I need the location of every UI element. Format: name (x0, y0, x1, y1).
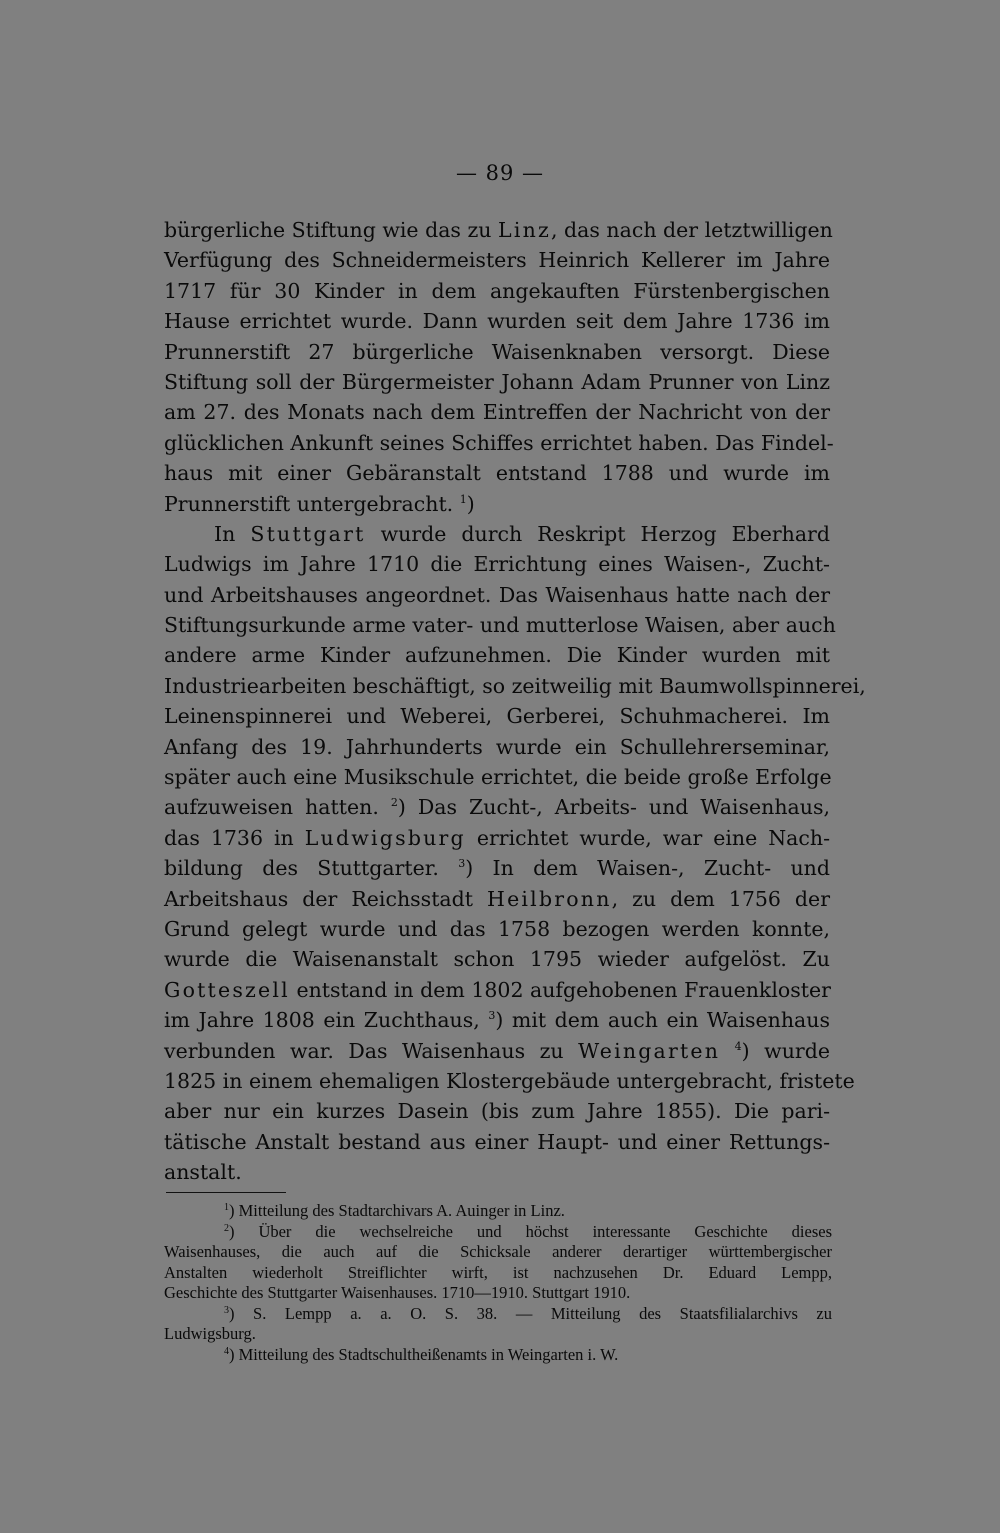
text-line: am 27. des Monats nach dem Eintreffen der Nachricht von der (164, 400, 830, 425)
footnote-ref: 3 (488, 1009, 496, 1023)
body-text (164, 215, 866, 1188)
text-line: glücklichen Ankunft seines Schiffes errichtet haben. Das Findel- (164, 430, 834, 455)
footnote-continuation: Ludwigsburg. (164, 1324, 256, 1343)
footnote: $^3$) S. Lempp a. a. O. S. 38. — Mitteilung des Staatsfilialarchivs zu (224, 1303, 832, 1323)
text-line: später auch eine Musikschule errichtet, die beide große Erfolge (164, 765, 832, 790)
footnote-ref: 4 (734, 1039, 742, 1053)
footnote-continuation: Geschichte des Stuttgarter Waisenhauses. 1710—1910. Stuttgart 1910. (164, 1283, 631, 1302)
text-line: Prunnerstift untergebracht. $^1$) (164, 491, 475, 516)
text-line: Industriearbeiten beschäftigt, so zeitweilig mit Baumwollspinnerei, (164, 673, 866, 698)
footnotes (164, 1201, 832, 1365)
text-line: Stiftung soll der Bürgermeister Johann Adam Prunner von Linz (164, 369, 830, 394)
text-line: Gotteszell entstand in dem 1802 aufgehobenen Frauenkloster (164, 977, 831, 1002)
footnote-continuation: Anstalten wiederholt Streiflichter wirft, ist nachzusehen Dr. Eduard Lempp, (164, 1262, 832, 1282)
footnote-ref: 2 (390, 796, 398, 810)
text-line: und Arbeitshauses angeordnet. Das Waisenhaus hatte nach der (164, 582, 830, 607)
footnote: $^1$) Mitteilung des Stadtarchivars A. Auinger in Linz. (224, 1201, 565, 1220)
text-line: wurde die Waisenanstalt schon 1795 wieder aufgelöst. Zu (164, 947, 830, 972)
text-line: aufzuweisen hatten. $^2$) Das Zucht-, Arbeits- und Waisenhaus, (164, 795, 830, 820)
text-line: Anfang des 19. Jahrhunderts wurde ein Schullehrerseminar, (164, 734, 830, 759)
text-line: Stiftungsurkunde arme vater- und mutterlose Waisen, aber auch (164, 613, 836, 638)
footnote-ref: 3 (458, 857, 466, 871)
text-line: verbunden war. Das Waisenhaus zu Weingarten $^4$) wurde (164, 1038, 830, 1063)
text-line: im Jahre 1808 ein Zuchthaus, $^3$) mit dem auch ein Waisenhaus (164, 1008, 830, 1033)
text-line: In Stuttgart wurde durch Reskript Herzog Eberhard (214, 521, 830, 546)
text-line: bildung des Stuttgarter. $^3$) In dem Waisen-, Zucht- und (164, 856, 830, 881)
text-line: andere arme Kinder aufzunehmen. Die Kinder wurden mit (164, 643, 830, 668)
footnote-divider (166, 1192, 286, 1193)
footnote-ref: 1 (459, 492, 467, 506)
text-line: Hause errichtet wurde. Dann wurden seit dem Jahre 1736 im (164, 309, 830, 334)
text-line: anstalt. (164, 1160, 242, 1185)
text-line: Leinenspinnerei und Weberei, Gerberei, Schuhmacherei. Im (164, 704, 830, 729)
text-line: Prunnerstift 27 bürgerliche Waisenknaben versorgt. Diese (164, 339, 830, 364)
footnote: $^2$) Über die wechselreiche und höchst interessante Geschichte dieses (224, 1221, 832, 1241)
text-line: tätische Anstalt bestand aus einer Haupt- und einer Rettungs- (164, 1129, 830, 1154)
text-line: 1717 für 30 Kinder in dem angekauften Fürstenbergischen (164, 278, 830, 303)
text-line: Verfügung des Schneidermeisters Heinrich Kellerer im Jahre (164, 248, 830, 273)
text-line: Arbeitshaus der Reichsstadt Heilbronn, zu dem 1756 der (164, 886, 830, 911)
text-line: Grund gelegt wurde und das 1758 bezogen werden konnte, (164, 916, 830, 941)
text-line: das 1736 in Ludwigsburg errichtet wurde, war eine Nach- (164, 825, 831, 850)
text-line: 1825 in einem ehemaligen Klostergebäude untergebracht, fristete (164, 1068, 855, 1093)
page-number: — 89 — (455, 161, 545, 185)
footnote: $^4$) Mitteilung des Stadtschultheißenamts in Weingarten i. W. (224, 1344, 619, 1364)
text-line: Ludwigs im Jahre 1710 die Errichtung eines Waisen-, Zucht- (164, 552, 830, 577)
text-line: haus mit einer Gebäranstalt entstand 1788 und wurde im (164, 461, 830, 486)
text-line: aber nur ein kurzes Dasein (bis zum Jahre 1855). Die pari- (164, 1099, 830, 1124)
footnote-continuation: Waisenhauses, die auch auf die Schicksale anderer derartiger württembergischer (164, 1242, 832, 1261)
text-line: bürgerliche Stiftung wie das zu Linz, das nach der letztwilligen (164, 218, 833, 242)
